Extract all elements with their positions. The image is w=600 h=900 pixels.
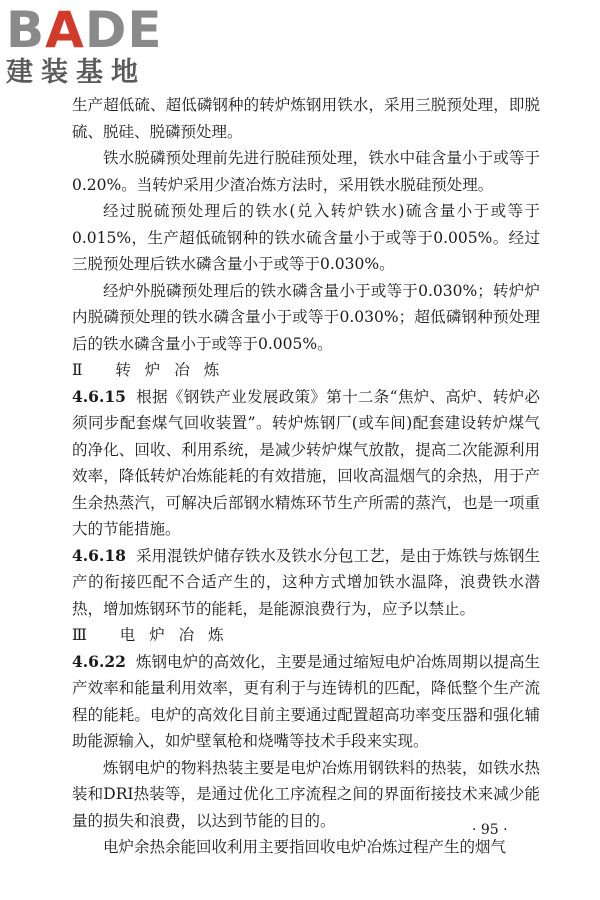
paragraph-phosphorus-content: 经炉外脱磷预处理后的铁水磷含量小于或等于0.030%；转炉炉内脱磷预处理的铁水磷含量小于或等于0.030%；超低磷钢种预处理后的铁水磷含量小于或等于0.005%。 xyxy=(72,281,540,353)
paragraph-waste-heat: 电炉余热余能回收利用主要指回收电炉冶炼过程产生的烟气 xyxy=(103,838,507,856)
clause-4-6-22 xyxy=(72,649,540,755)
document-body xyxy=(72,92,540,861)
clause-number: 4.6.22 xyxy=(72,651,126,671)
clause-number: 4.6.18 xyxy=(72,545,126,565)
paragraph-sulfur-content: 经过脱硫预处理后的铁水(兑入转炉铁水)硫含量小于或等于0.015%，生产超低硫钢种的铁水硫含量小于或等于0.005%。经过三脱预处理后铁水磷含量小于或等于0.030%。 xyxy=(72,202,540,273)
clause-4-6-15 xyxy=(72,384,540,543)
paragraph-continuation: 生产超低硫、超低磷钢种的转炉炼钢用铁水，采用三脱预处理，即脱硫、脱硅、脱磷预处理。 xyxy=(72,96,540,141)
section-title-electric-furnace: Ⅲ 电炉冶炼 xyxy=(72,626,238,644)
clause-number: 4.6.15 xyxy=(72,386,126,406)
paragraph-hot-charging: 炼钢电炉的物料热装主要是电炉冶炼用钢铁料的热装，如铁水热装和DRI热装等，是通过优化工序流程之间的界面衔接技术来减少能量的损失和浪费，以达到节能的目的。 xyxy=(72,758,540,830)
paragraph-desilicon: 铁水脱磷预处理前先进行脱硅预处理，铁水中硅含量小于或等于0.20%。当转炉采用少渣冶炼方法时，采用铁水脱硅预处理。 xyxy=(72,149,540,194)
clause-text: 采用混铁炉储存铁水及铁水分包工艺，是由于炼铁与炼钢生产的衔接匹配不合适产生的，这种方式增加铁水温降，浪费铁水潜热，增加炼钢环节的能耗，是能源浪费行为，应予以禁止。 xyxy=(72,546,540,618)
section-title-converter: Ⅱ 转炉冶炼 xyxy=(72,361,234,379)
logo-wordmark: BADE xyxy=(6,1,163,59)
page-number: · 95 · xyxy=(472,822,508,838)
clause-text: 炼钢电炉的高效化，主要是通过缩短电炉冶炼周期以提高生产效率和能量利用效率，更有利于与连铸机的匹配，降低整个生产流程的能耗。电炉的高效化目前主要通过配置超高功率变压器和强化辅助能源输入，如炉壁氧枪和烧嘴等技术手段来实现。 xyxy=(72,652,540,750)
logo-subtitle: 建装基地 xyxy=(6,57,146,88)
clause-text: 根据《钢铁产业发展政策》第十二条“焦炉、高炉、转炉必须同步配套煤气回收装置”。转炉炼钢厂(或车间)配套建设转炉煤气的净化、回收、利用系统，是减少转炉煤气放散，提高二次能源利用效率，降低转炉冶炼能耗的有效措施，回收高温烟气的余热，用于产生余热蒸汽，可解决后部钢水精炼环节生产所需的蒸汽，也是一项重大的节能措施。 xyxy=(72,387,540,538)
bade-logo xyxy=(6,1,176,90)
clause-4-6-18 xyxy=(72,543,540,623)
